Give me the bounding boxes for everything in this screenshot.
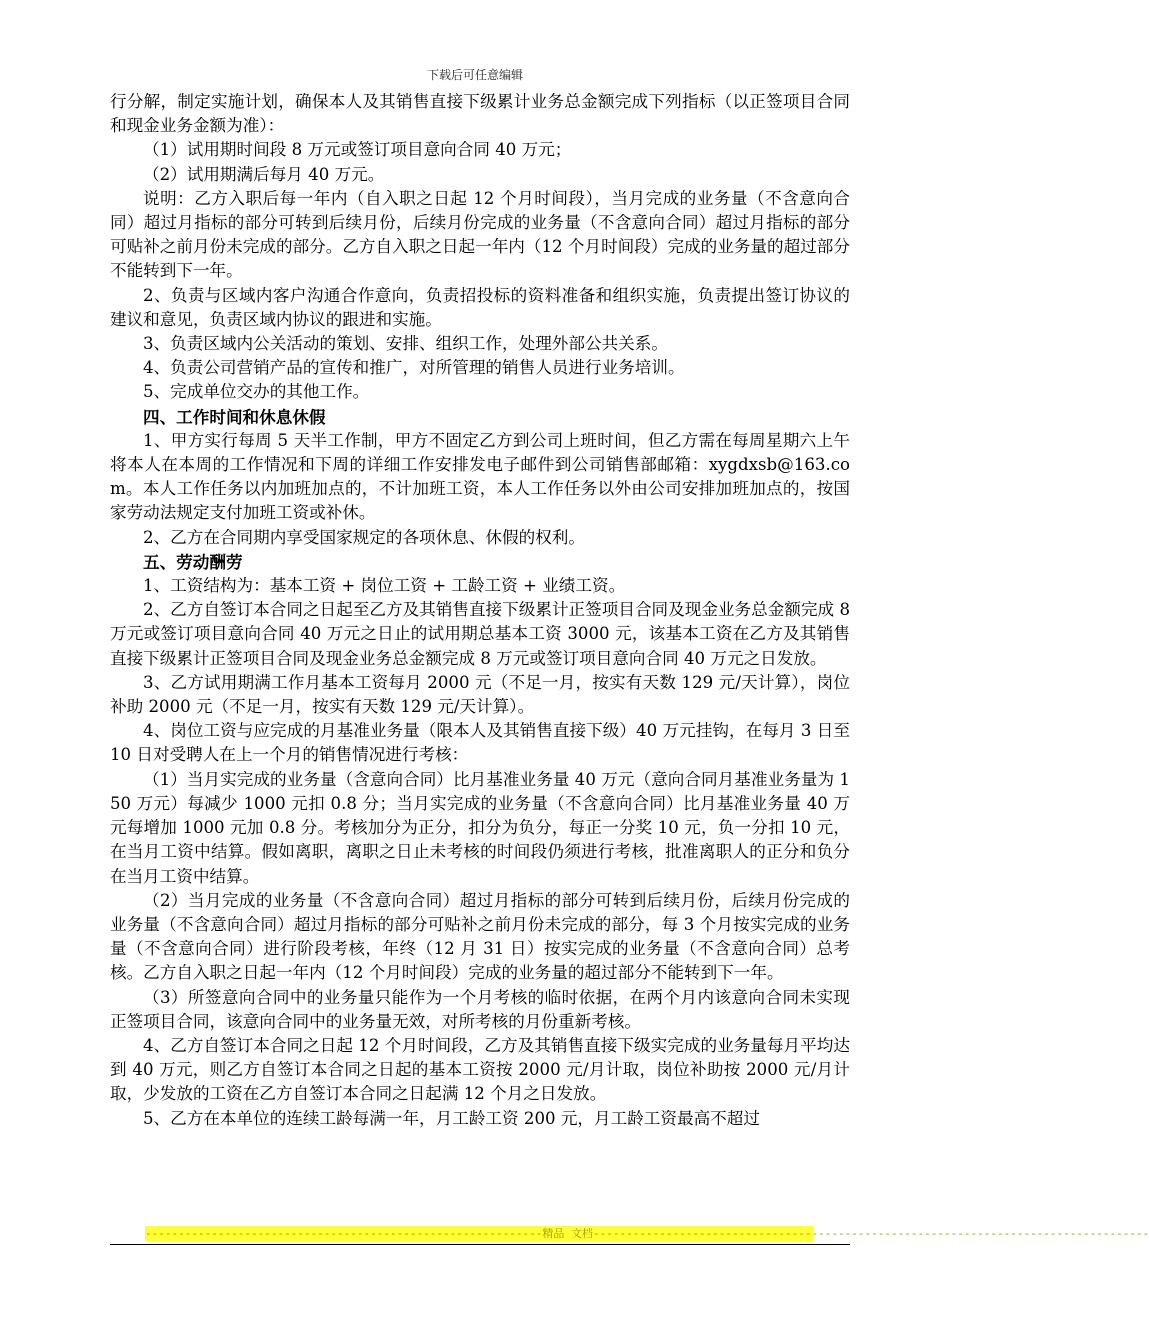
paragraph: （1）当月实完成的业务量（含意向合同）比月基准业务量 40 万元（意向合同月基准业务量为 150 万元）每减少 1000 元扣 0.8 分；当月实完成的业务量（不含意向合同）比月基准业务量 40 万元每增加 1000 元加 0.8 分。考核加分为正分，扣分为负分，每正一分奖 10 元，负一分扣 10 元，在当月工资中结算。假如离职，离职之日止未考核的时间段仍须进行考核，批准离职人的正分和负分在当月工资中结算。 [110, 769, 850, 886]
paragraph: 4、负责公司营销产品的宣传和推广，对所管理的销售人员进行业务培训。 [143, 358, 685, 378]
page-footer [110, 1226, 1149, 1245]
document-body [110, 90, 850, 1131]
paragraph: 说明：乙方入职后每一年内（自入职之日起 12 个月时间段），当月完成的业务量（不含意向合同）超过月指标的部分可转到后续月份，后续月份完成的业务量（不含意向合同）超过月指标的部分可贴补之前月份未完成的部分。乙方自入职之日起一年内（12 个月时间段）完成的业务量的超过部分不能转到下一年。 [110, 188, 850, 281]
paragraph: 5、乙方在本单位的连续工龄每满一年，月工龄工资 200 元，月工龄工资最高不超过 [143, 1108, 760, 1128]
paragraph: 1、甲方实行每周 5 天半工作制，甲方不固定乙方到公司上班时间，但乙方需在每周星期六上午将本人在本周的工作情况和下周的详细工作安排发电子邮件到公司销售部邮箱：xygdxsb@163.com。本人工作任务以内加班加点的，不计加班工资，本人工作任务以外由公司安排加班加点的，按国家劳动法规定支付加班工资或补休。 [110, 430, 850, 523]
section-heading: 四、工作时间和休息休假 [143, 406, 326, 427]
paragraph: （2）试用期满后每月 40 万元。 [143, 164, 385, 184]
footer-banner: ------------------------------------------------------------精品 文档------------------------------------------------------------------------------------ [145, 1227, 1149, 1240]
paragraph: 4、岗位工资与应完成的月基准业务量（限本人及其销售直接下级）40 万元挂钩，在每月 3 日至 10 日对受聘人在上一个月的销售情况进行考核： [110, 721, 850, 765]
paragraph: 1、工资结构为：基本工资 + 岗位工资 + 工龄工资 + 业绩工资。 [143, 576, 626, 596]
paragraph: 2、乙方在合同期内享受国家规定的各项休息、休假的权利。 [143, 527, 585, 547]
footer-divider [110, 1244, 850, 1245]
paragraph: 2、乙方自签订本合同之日起至乙方及其销售直接下级累计正签项目合同及现金业务总金额完成 8 万元或签订项目意向合同 40 万元之日止的试用期总基本工资 3000 元，该基本工资在乙方及其销售直接下级累计正签项目合同及现金业务总金额完成 8 万元或签订项目意向合同 40 万元之日发放。 [110, 600, 850, 668]
paragraph: 5、完成单位交办的其他工作。 [143, 382, 370, 402]
paragraph: （1）试用期时间段 8 万元或签订项目意向合同 40 万元； [143, 140, 572, 160]
section-heading: 五、劳动酬劳 [143, 551, 243, 572]
paragraph: 行分解，制定实施计划，确保本人及其销售直接下级累计业务总金额完成下列指标（以正签项目合同和现金业务金额为准）： [110, 92, 850, 136]
page-header: 下载后可任意编辑 [426, 68, 523, 82]
paragraph: 4、乙方自签订本合同之日起 12 个月时间段，乙方及其销售直接下级实完成的业务量每月平均达到 40 万元，则乙方自签订本合同之日起的基本工资按 2000 元/月计取，岗位补助按 2000 元/月计取，少发放的工资在乙方自签订本合同之日起满 12 个月之日发放。 [110, 1035, 850, 1104]
paragraph: 3、乙方试用期满工作月基本工资每月 2000 元（不足一月，按实有天数 129 元/天计算），岗位补助 2000 元（不足一月，按实有天数 129 元/天计算）。 [110, 672, 850, 717]
paragraph: （2）当月完成的业务量（不含意向合同）超过月指标的部分可转到后续月份，后续月份完成的业务量（不含意向合同）超过月指标的部分可贴补之前月份未完成的部分，每 3 个月按实完成的业务量（不含意向合同）进行阶段考核，年终（12 月 31 日）按实完成的业务量（不含意向合同）总考核。乙方自入职之日起一年内（12 个月时间段）完成的业务量的超过部分不能转到下一年。 [110, 890, 850, 983]
paragraph: 2、负责与区域内客户沟通合作意向，负责招投标的资料准备和组织实施，负责提出签订协议的建议和意见，负责区域内协议的跟进和实施。 [110, 285, 850, 329]
paragraph: （3）所签意向合同中的业务量只能作为一个月考核的临时依据，在两个月内该意向合同未实现正签项目合同，该意向合同中的业务量无效，对所考核的月份重新考核。 [110, 987, 850, 1031]
paragraph: 3、负责区域内公关活动的策划、安排、组织工作，处理外部公共关系。 [143, 334, 668, 354]
